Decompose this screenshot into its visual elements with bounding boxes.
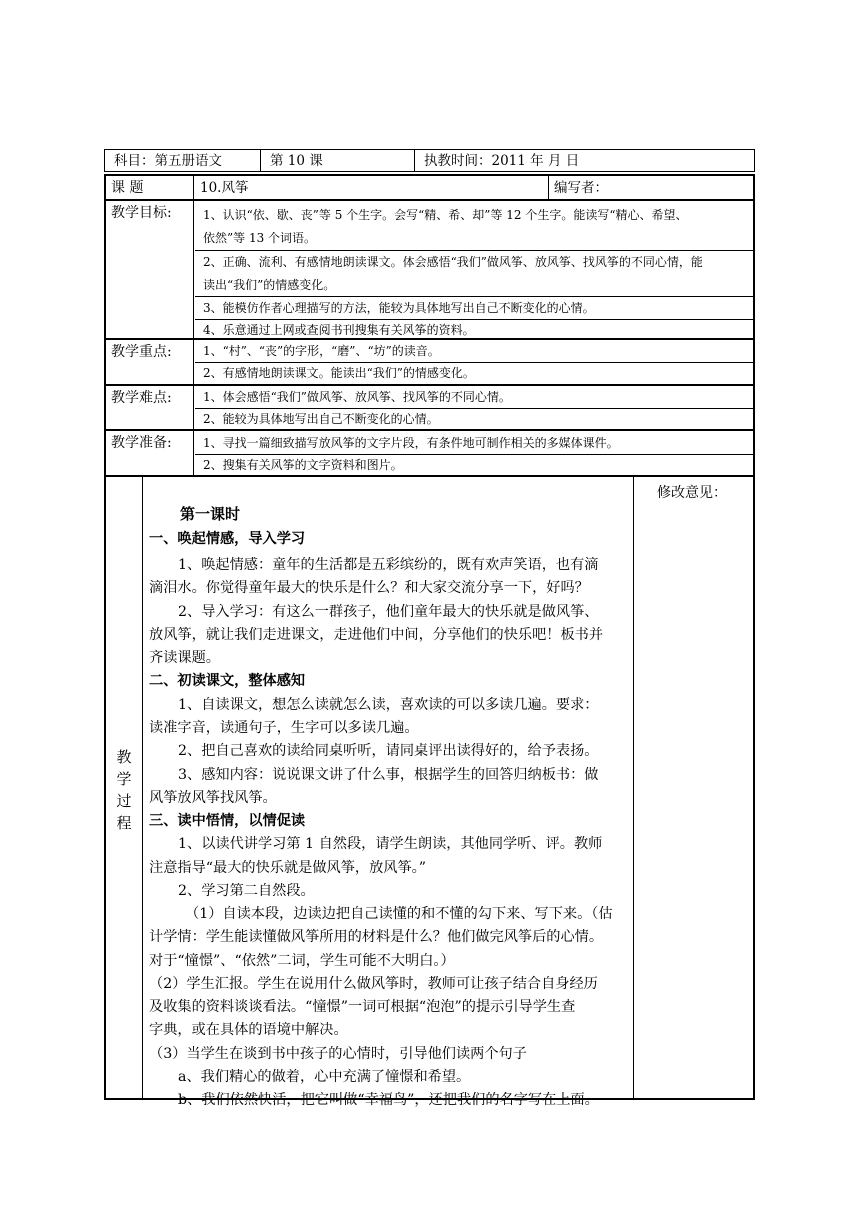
process-content <box>143 477 634 1108</box>
row-divider <box>195 362 753 363</box>
process-line: 1、唤起情感：童年的生活都是五彩缤纷的，既有欢声笑语，也有滴 <box>178 557 599 573</box>
goal-line: 读出“我们”的情感变化。 <box>203 278 336 292</box>
process-line: 齐读课题。 <box>149 650 220 666</box>
process-label-column <box>106 477 143 1098</box>
lesson-period-title: 第一课时 <box>180 505 241 523</box>
header-strip <box>104 149 755 172</box>
process-line: 1、自读课文，想怎么读就怎么读，喜欢读的可以多读几遍。要求： <box>178 697 599 713</box>
row-divider <box>195 454 753 455</box>
preparation-label: 教学准备: <box>106 431 194 475</box>
process-line: a、我们精心的做着，心中充满了憧憬和希望。 <box>178 1069 471 1085</box>
preparation-content <box>195 431 753 475</box>
teaching-time-cell: 执教时间：2011 年 月 日 <box>424 153 580 169</box>
process-line: 滴泪水。你觉得童年最大的快乐是什么？和大家交流分享一下，好吗？ <box>149 580 589 596</box>
lesson-cell: 第 10 课 <box>261 150 415 171</box>
difficulty-line: 2、能较为具体地写出自己不断变化的心情。 <box>203 412 439 426</box>
revision-label: 修改意见： <box>657 485 727 501</box>
row-divider <box>195 408 753 409</box>
goal-line: 1、认识“依、歇、丧”等 5 个生字。会写“精、希、却”等 12 个生字。能读写“精心、希望、 <box>203 208 688 222</box>
process-line: 字典，或在具体的语境中解决。 <box>149 1022 348 1038</box>
difficulties-row <box>106 386 753 431</box>
process-label-char: 学 <box>116 770 132 788</box>
difficulties-content <box>195 386 753 429</box>
topic-title: 10.风筝 <box>200 180 249 196</box>
process-line: 2、导入学习：有这么一群孩子，他们童年最大的快乐就是做风筝、 <box>178 604 599 620</box>
preparation-line: 2、搜集有关风筝的文字资料和图片。 <box>203 458 403 472</box>
process-label-char: 教 <box>116 748 132 766</box>
key-point-line: 1、“村”、“丧”的字形，“磨”、“坊”的读音。 <box>203 344 440 358</box>
author-label: 编写者： <box>554 180 608 196</box>
process-line: 3、感知内容：说说课文讲了什么事，根据学生的回答归纳板书：做 <box>178 767 599 783</box>
difficulties-label: 教学难点: <box>106 386 194 429</box>
key-points-content <box>195 340 753 384</box>
process-line: （1）自读本段，边读边把自己读懂的和不懂的勾下来、写下来。（估 <box>185 906 613 922</box>
process-line: 注意指导“最大的快乐就是做风筝，放风筝。” <box>149 860 426 876</box>
section-heading: 一、唤起情感，导入学习 <box>149 531 306 547</box>
key-points-row <box>106 340 753 386</box>
goal-line: 2、正确、流利、有感情地朗读课文。体会感悟“我们”做风筝、放风筝、找风筝的不同心情，能 <box>203 255 703 269</box>
process-line: （3）当学生在谈到书中孩子的心情时，引导他们读两个句子 <box>149 1046 527 1062</box>
section-heading: 三、读中悟情，以情促读 <box>149 813 306 829</box>
process-line: 读准字音，读通句子，生字可以多读几遍。 <box>149 720 419 736</box>
process-line: 放风筝，就让我们走进课文，走进他们中间，分享他们的快乐吧！板书并 <box>149 627 604 643</box>
key-point-line: 2、有感情地朗读课文。能读出“我们”的情感变化。 <box>203 366 475 380</box>
process-line: b、我们依然快活，把它叫做“幸福鸟”，还把我们的名字写在上面。 <box>178 1092 599 1108</box>
section-heading: 二、初读课文，整体感知 <box>149 673 306 689</box>
lesson-table <box>104 174 755 1108</box>
process-section <box>106 477 753 1108</box>
goals-content <box>195 201 753 338</box>
row-divider <box>195 250 753 251</box>
topic-row <box>106 176 753 201</box>
goals-label: 教学目标: <box>106 201 194 338</box>
key-points-label: 教学重点: <box>106 340 194 384</box>
topic-label: 课 题 <box>106 176 194 199</box>
process-line: 1、以读代讲学习第 1 自然段，请学生朗读，其他同学听、评。教师 <box>178 836 603 852</box>
preparation-row <box>106 431 753 477</box>
row-divider <box>195 319 753 320</box>
revision-column <box>634 477 753 1098</box>
goals-row <box>106 201 753 340</box>
process-line: 及收集的资料谈谈看法。“憧憬”一词可根据“泡泡”的提示引导学生查 <box>149 999 576 1015</box>
process-line: 2、把自己喜欢的读给同桌听听，请同桌评出读得好的，给予表扬。 <box>178 743 599 759</box>
row-divider <box>195 296 753 297</box>
preparation-line: 1、寻找一篇细致描写放风筝的文字片段，有条件地可制作相关的多媒体课件。 <box>203 436 619 450</box>
process-line: 计学情：学生能读懂做风筝所用的材料是什么？他们做完风筝后的心情。 <box>149 929 604 945</box>
difficulty-line: 1、体会感悟“我们”做风筝、放风筝、找风筝的不同心情。 <box>203 390 511 404</box>
process-line: 对于“憧憬”、“依然”二词，学生可能不大明白。） <box>149 953 455 969</box>
process-line: 2、学习第二自然段。 <box>178 883 315 899</box>
goal-line: 3、能模仿作者心理描写的方法，能较为具体地写出自己不断变化的心情。 <box>203 301 595 315</box>
goal-line: 依然”等 13 个词语。 <box>203 231 317 245</box>
subject-cell: 科目：第五册语文 <box>105 150 261 171</box>
process-line: 风筝放风筝找风筝。 <box>149 790 277 806</box>
topic-content <box>195 176 753 199</box>
process-label-char: 程 <box>116 814 132 832</box>
process-line: （2）学生汇报。学生在说用什么做风筝时，教师可让孩子结合自身经历 <box>149 976 598 992</box>
goal-line: 4、乐意通过上网或查阅书刊搜集有关风筝的资料。 <box>203 323 475 337</box>
topic-divider <box>548 176 549 199</box>
process-label-char: 过 <box>116 792 132 810</box>
